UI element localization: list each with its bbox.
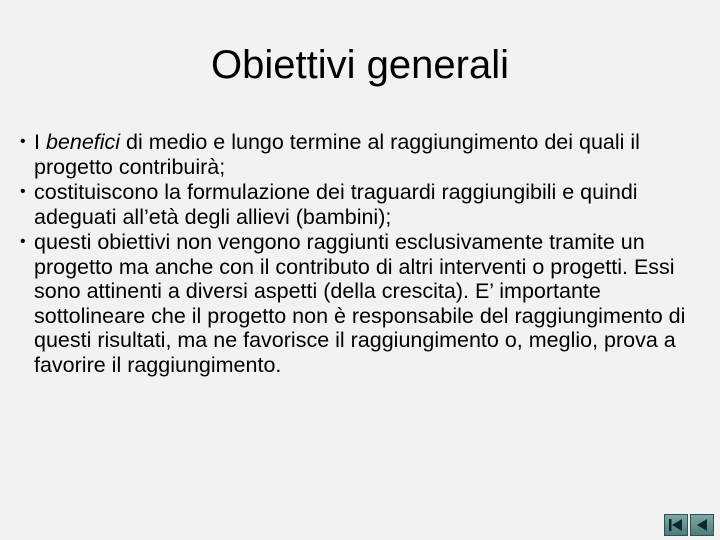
previous-slide-icon: [694, 518, 710, 532]
slide-title: Obiettivi generali: [211, 43, 509, 87]
bullet-marker: •: [20, 233, 26, 250]
bullet-emphasis: benefici: [45, 130, 121, 154]
bullet-marker: •: [20, 183, 26, 200]
bullet-body: questi obiettivi non vengono raggiunti esclusivamente tramite un progetto ma anche con il contributo di altri interventi o progetti. Essi sono attinenti a diversi aspetti (della crescita). E’ importante sottolineare che il progetto non è responsabile del raggiungimento di questi risultati, ma ne favorisce il raggiungimento o, meglio, prova a favorire il raggiungimento.: [34, 230, 686, 377]
slide-navigation: [664, 514, 714, 536]
previous-slide-button[interactable]: [690, 514, 714, 536]
bullet-item: [20, 230, 700, 377]
bullet-item: [20, 180, 700, 229]
bullet-text: [34, 130, 700, 179]
bullet-body: costituiscono la formulazione dei traguardi raggiungibili e quindi adeguati all’età degli allievi (bambini);: [34, 180, 638, 229]
bullet-list: [20, 130, 700, 378]
bullet-prefix: I: [34, 130, 46, 154]
bullet-marker: •: [20, 133, 26, 150]
bullet-body: di medio e lungo termine al raggiungimento dei quali il progetto contribuirà;: [34, 130, 640, 179]
first-slide-icon: [668, 518, 684, 532]
first-slide-button[interactable]: [664, 514, 688, 536]
bullet-item: [20, 130, 700, 179]
bullet-text: [34, 230, 700, 377]
bullet-text: [34, 180, 700, 229]
